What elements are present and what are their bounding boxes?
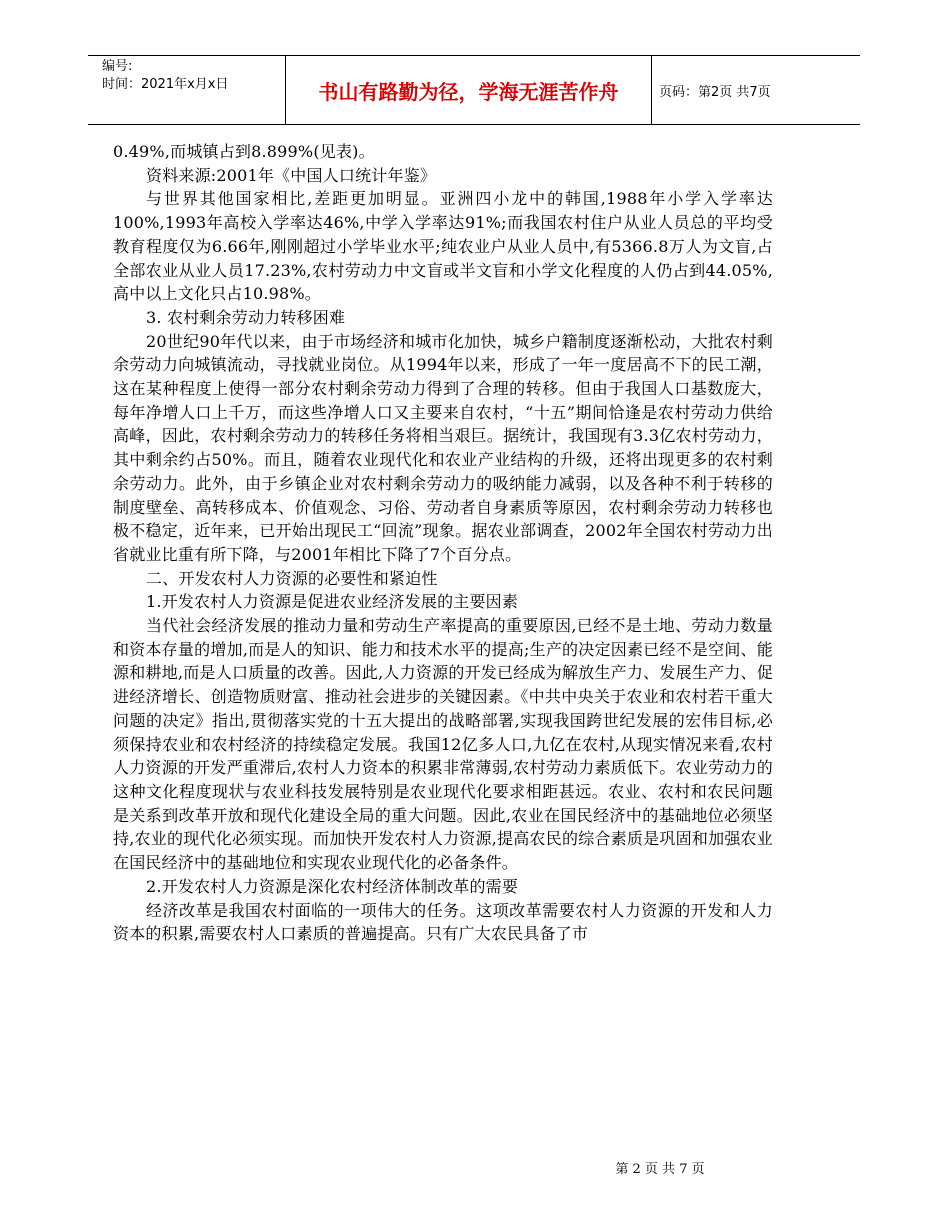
- number-label: 编号:: [102, 59, 133, 74]
- header-page-info: 页码：第2页 共7页: [659, 84, 771, 100]
- paragraph: 经济改革是我国农村面临的一项伟大的任务。这项改革需要农村人力资源的开发和人力资本的积累,需要农村人口素质的普遍提高。只有广大农民具备了市: [113, 900, 773, 944]
- page-footer: 第 2 页 共 7 页: [615, 1162, 705, 1177]
- date-line: 时间：2021年x月x日: [102, 77, 229, 92]
- section-heading: 1.开发农村人力资源是促进农业经济发展的主要因素: [146, 592, 519, 612]
- section-heading: 2.开发农村人力资源是深化农村经济体制改革的需要: [146, 876, 519, 896]
- paragraph: 资料来源:2001年《中国人口统计年鉴》: [146, 165, 437, 185]
- paragraph: 与世界其他国家相比,差距更加明显。亚洲四小龙中的韩国,1988年小学入学率达100%,1993年高校入学率达46%,中学入学率达91%;而我国农村住户从业人员总的平均受教育程度仅为6.66年,刚刚超过小学毕业水平;纯农业户从业人员中,有5366.8万人为文盲,占全部农业从业人员17.23%,农村劳动力中文盲或半文盲和小学文化程度的人仍占到44.05%,高中以上文化只占10.98%。: [113, 189, 773, 304]
- document-body: [113, 140, 773, 946]
- header-motto: 书山有路勤为径，学海无涯苦作舟: [285, 56, 652, 124]
- header-meta: [88, 56, 285, 124]
- paragraph: 20世纪90年代以来，由于市场经济和城市化加快，城乡户籍制度逐渐松动，大批农村剩余劳动力向城镇流动，寻找就业岗位。从1994年以来，形成了一年一度居高不下的民工潮，这在某种程度上使得一部分农村剩余劳动力得到了合理的转移。但由于我国人口基数庞大，每年净增人口上千万，而这些净增人口又主要来自农村，“十五”期间恰逢是农村劳动力供给高峰，因此，农村剩余劳动力的转移任务将相当艰巨。据统计，我国现有3.3亿农村劳动力，其中剩余约占50%。而且，随着农业现代化和农业产业结构的升级，还将出现更多的农村剩余劳动力。此外，由于乡镇企业对农村剩余劳动力的吸纳能力减弱，以及各种不利于转移的制度壁垒、高转移成本、价值观念、习俗、劳动者自身素质等原因，农村剩余劳动力转移也极不稳定，近年来，已开始出现民工“回流”现象。据农业部调查，2002年全国农村劳动力出省就业比重有所下降，与2001年相比下降了7个百分点。: [113, 331, 773, 564]
- section-heading: 二、开发农村人力资源的必要性和紧迫性: [146, 568, 438, 588]
- paragraph: 0.49%,而城镇占到8.899%(见表)。: [113, 142, 375, 161]
- section-heading: 3. 农村剩余劳动力转移困难: [146, 307, 346, 327]
- paragraph: 当代社会经济发展的推动力量和劳动生产率提高的重要原因,已经不是土地、劳动力数量和资本存量的增加,而是人的知识、能力和技术水平的提高;生产的决定因素已经不是空间、能源和耕地,而是人口质量的改善。因此,人力资源的开发已经成为解放生产力、发展生产力、促进经济增长、创造物质财富、推动社会进步的关键因素。《中共中央关于农业和农村若干重大问题的决定》指出,贯彻落实党的十五大提出的战略部署,实现我国跨世纪发展的宏伟目标,必须保持农业和农村经济的持续稳定发展。我国12亿多人口,九亿在农村,从现实情况来看,农村人力资源的开发严重滞后,农村人力资本的积累非常薄弱,农村劳动力素质低下。农业劳动力的这种文化程度现状与农业科技发展特别是农业现代化要求相距甚远。农业、农村和农民问题是关系到改革开放和现代化建设全局的重大问题。因此,农业在国民经济中的基础地位必须坚持,农业的现代化必须实现。而加快开发农村人力资源,提高农民的综合素质是巩固和加强农业在国民经济中的基础地位和实现农业现代化的必备条件。: [113, 616, 773, 873]
- page-header: [88, 55, 860, 125]
